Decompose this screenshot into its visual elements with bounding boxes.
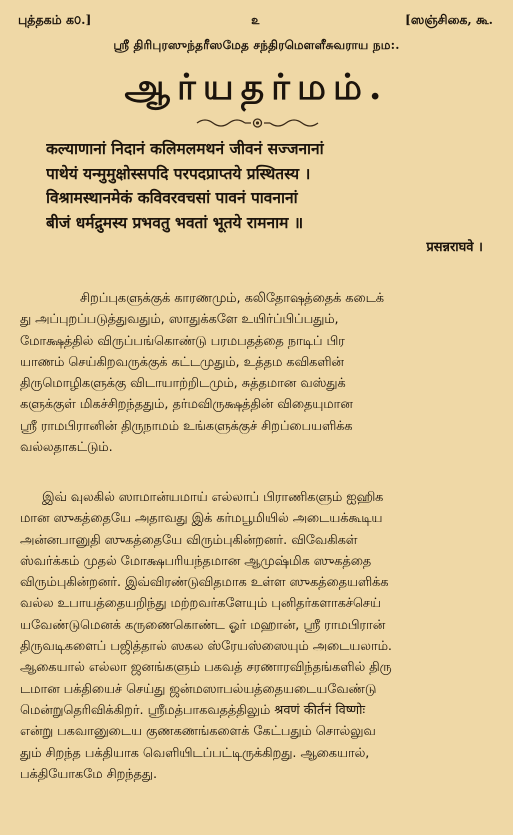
invocation-line: ஸ்ரீ திரிபுரஸுந்தரீஸமேத சந்திரமௌளீசுவராய நம:. bbox=[113, 38, 400, 52]
paragraph-line: யவேண்டுமெனக் கருணைகொண்ட ஓர் மஹான், ஸ்ரீ ராமபிரான் bbox=[20, 617, 386, 633]
paragraph-line: யாணம் செய்கிறவருக்குக் கட்டமுதும், உத்தம கவிகளின் bbox=[20, 354, 344, 370]
paragraph-line: து அப்புறப்படுத்துவதும், ஸாதுக்களே உயிர்ப்பிப்பதும், bbox=[20, 312, 339, 328]
paragraph-line: மென்றுதெரிவிக்கிறர். ஸ்ரீமத்பாகவதத்திலும் श्रवणं कीर्तनं विष्णोः bbox=[20, 702, 366, 718]
paragraph-2 bbox=[20, 487, 491, 785]
paragraph-line: ஸ்ரீ ராமபிரானின் திருநாமம் உங்களுக்குச் சிறப்பையளிக்க bbox=[20, 418, 353, 434]
paragraph-line: சிறப்புகளுக்குக் காரணமும், கலிதோஷத்தைக் கடைக் bbox=[80, 291, 384, 306]
paragraph-line: வல்லதாகட்டும். bbox=[20, 440, 113, 456]
verse-source: प्रसन्नराघवे । bbox=[426, 240, 483, 255]
paragraph-line: மான ஸுகத்தையே அதாவது இக் கர்மபூமியில் அடையக்கூடிய bbox=[20, 511, 383, 527]
verse-line: कल्याणानां निदानं कलिमलमथनं जीवनं सज्जनानां bbox=[46, 139, 324, 158]
paragraph-line: அன்னபானுதி ஸுகத்தையே விரும்புகின்றனர். விவேகிகள் bbox=[20, 532, 358, 548]
paragraph-1 bbox=[20, 288, 491, 458]
paragraph-line: திருமொழிகளுக்கு விடாயாற்றிடமும், சுத்தமான வஸ்துக் bbox=[20, 376, 346, 392]
paragraph-line: ஆகையால் எல்லா ஜனங்களும் பகவத் சரணாரவிந்தங்களில் திரு bbox=[20, 660, 392, 676]
verse-line: विश्रामस्थानमेकं कविवरवचसां पावनं पावनानां bbox=[46, 188, 298, 207]
volume-number: புத்தகம் க௦.] bbox=[18, 12, 92, 27]
page-number: ௨ bbox=[251, 12, 260, 27]
decorative-scroll-divider-icon bbox=[195, 116, 320, 130]
paragraph-line: திருவடிகளைப் பஜித்தால் ஸகல ஸ்ரேயஸ்ஸையும் அடையலாம். bbox=[20, 639, 392, 655]
page-header bbox=[18, 12, 493, 29]
paragraph-line: டமான பக்தியைச் செய்து ஜன்மஸாபல்யத்தையடையவேண்டு bbox=[20, 681, 377, 697]
paragraph-line: களுக்குள் மிகச்சிறந்ததும், தர்மவிருக்ஷத்தின் விதையுமான bbox=[20, 397, 353, 413]
paragraph-line: பக்தியோகமே சிறந்தது. bbox=[20, 766, 158, 782]
paragraph-line: வல்ல உபாயத்தையறிந்து மற்றவர்களேயும் புனிதர்களாகச்செய் bbox=[20, 596, 381, 612]
issue-number: [ஸஞ்சிகை, கூ. bbox=[405, 12, 493, 27]
paragraph-line: விரும்புகின்றனர். இவ்விரண்டுவிதமாக உள்ள ஸுகத்தையளிக்க bbox=[20, 575, 389, 591]
paragraph-line: ஸ்வர்க்கம் முதல் மோக்ஷபரியந்தமான ஆமுஷ்மிக ஸுகத்தை bbox=[20, 553, 372, 569]
verse-line: पाथेयं यन्मुमुक्षोस्सपदि परपदप्राप्तये प्रस्थितस्य । bbox=[46, 163, 311, 183]
page-title: ஆர்யதர்மம். bbox=[124, 66, 389, 108]
verse-line: बीजं धर्मद्रुमस्य प्रभवतु भवतां भूतये रामनाम ॥ bbox=[46, 212, 304, 232]
paragraph-line: மோக்ஷத்தில் விருப்பங்கொண்டு பரமபதத்தை நாடிப் பிர bbox=[20, 333, 345, 349]
paragraph-line: இவ் வுலகில் ஸாமான்யமாய் எல்லாப் பிராணிகளும் ஐஹிக bbox=[42, 490, 384, 505]
paragraph-line: என்று பகவானுடைய குணகணங்களைக் கேட்பதும் சொல்லுவ bbox=[20, 724, 376, 740]
sanskrit-verse bbox=[46, 137, 493, 235]
paragraph-line: தும் சிறந்த பக்தியாக வெளியிடப்பட்டிருக்கிறது. ஆகையால், bbox=[20, 745, 370, 761]
